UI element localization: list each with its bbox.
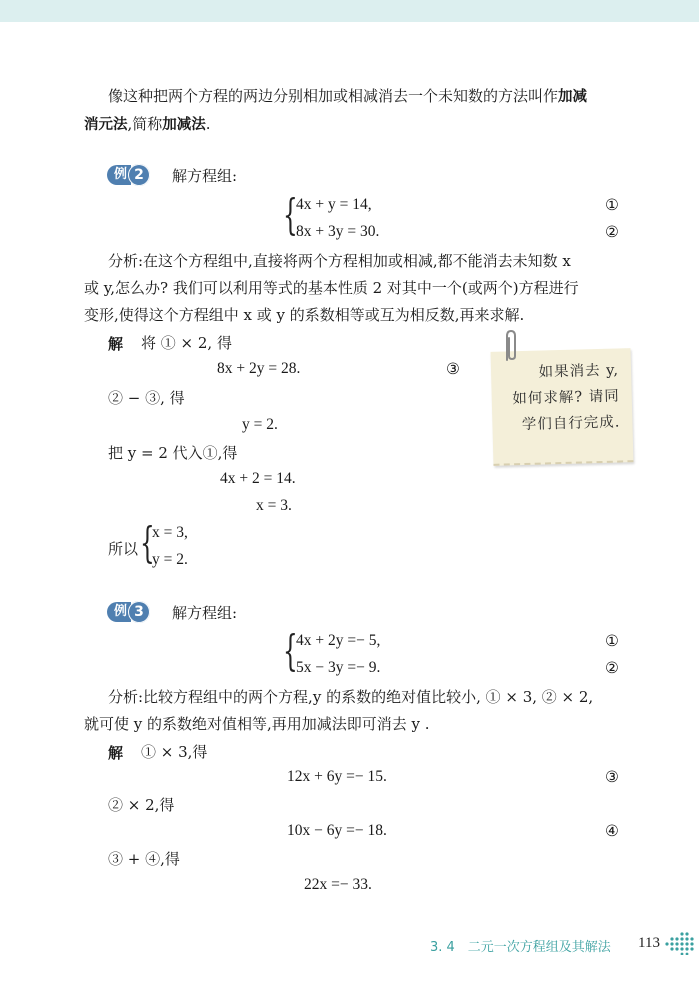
- paperclip-icon: [500, 328, 522, 364]
- solution-step: 把 y = 2 代入①,得: [108, 444, 238, 462]
- page-number: 113: [638, 935, 660, 951]
- analysis-3-line-2: 就可使 y 的系数绝对值相等,再用加减法即可消去 y .: [84, 715, 430, 733]
- term-jiajianfa: 加减法: [162, 117, 206, 133]
- note-line-1: 如果消去 y,: [538, 362, 620, 381]
- analysis-2-line-2: 或 y,怎么办? 我们可以利用等式的基本性质 2 对其中一个(或两个)方程进行: [84, 279, 579, 297]
- solution-step: ② − ③, 得: [108, 389, 185, 407]
- solution-step: 将 ① × 2, 得: [141, 334, 232, 352]
- example-3-title: 解方程组:: [172, 604, 238, 622]
- result-x: x = 3.: [256, 497, 292, 514]
- badge-number: 2: [128, 164, 150, 186]
- badge-label: 例: [107, 165, 131, 185]
- analysis-2-line-1: 分析:在这个方程组中,直接将两个方程相加或相减,都不能消去未知数 x: [108, 252, 571, 270]
- example-3-badge: [107, 601, 150, 623]
- equation-number-2: ②: [605, 660, 619, 677]
- intro-period: .: [205, 115, 211, 133]
- substituted-equation: 4x + 2 = 14.: [220, 470, 296, 487]
- analysis-3-line-1: 分析:比较方程组中的两个方程,y 的系数的绝对值比较小, ① × 3, ② × 2,: [108, 688, 594, 706]
- example-2-badge: [107, 164, 150, 186]
- section-title: 3. 4 二元一次方程组及其解法: [430, 940, 611, 955]
- equation-3: 8x + 2y = 28.: [217, 360, 301, 377]
- solution-step: ② × 2,得: [108, 796, 175, 814]
- equation-2: 8x + 3y = 30.: [296, 223, 380, 240]
- equation-1: 4x + 2y =− 5,: [296, 632, 381, 649]
- solution-step: ① × 3,得: [141, 743, 208, 761]
- result-22x: 22x =− 33.: [304, 876, 372, 893]
- equation-number-1: ①: [605, 197, 619, 214]
- term-jiajian: 加减: [558, 89, 588, 105]
- equation-2: 5x − 3y =− 9.: [296, 659, 381, 676]
- dot-grid-icon: [664, 931, 696, 955]
- solution-step: ③ + ④,得: [108, 850, 180, 868]
- equation-3: 12x + 6y =− 15.: [287, 768, 387, 785]
- left-brace: {: [283, 626, 298, 675]
- intro-text: 像这种把两个方程的两边分别相加或相减消去一个未知数的方法叫作: [108, 87, 559, 105]
- note-line-2: 如何求解? 请同: [512, 388, 620, 408]
- solution-label: 解: [108, 335, 124, 353]
- intro-text-2: ,简称: [127, 115, 163, 133]
- left-brace: {: [283, 190, 298, 239]
- solution-x: x = 3,: [152, 524, 188, 541]
- solution-label: 解: [108, 744, 124, 762]
- intro-line-1: [108, 86, 587, 107]
- equation-number-3: ③: [446, 361, 460, 378]
- example-2-title: 解方程组:: [172, 167, 238, 185]
- side-note: [491, 348, 634, 466]
- equation-number-1: ①: [605, 633, 619, 650]
- equation-number-4: ④: [605, 823, 619, 840]
- note-line-3: 学们自行完成.: [521, 414, 621, 434]
- conclusion-label: 所以: [108, 540, 139, 558]
- equation-1: 4x + y = 14,: [296, 196, 372, 213]
- equation-number-3: ③: [605, 769, 619, 786]
- intro-line-2: [84, 114, 211, 135]
- solution-y: y = 2.: [152, 551, 188, 568]
- term-jiajian-xiaoyuanfa: 消元法: [84, 117, 128, 133]
- analysis-2-line-3: 变形,使得这个方程组中 x 或 y 的系数相等或互为相反数,再来求解.: [84, 306, 525, 324]
- left-brace: {: [140, 518, 155, 567]
- badge-label: 例: [107, 602, 131, 622]
- top-color-bar: [0, 0, 699, 22]
- equation-number-2: ②: [605, 224, 619, 241]
- result-y: y = 2.: [242, 416, 278, 433]
- badge-number: 3: [128, 601, 150, 623]
- equation-4: 10x − 6y =− 18.: [287, 822, 387, 839]
